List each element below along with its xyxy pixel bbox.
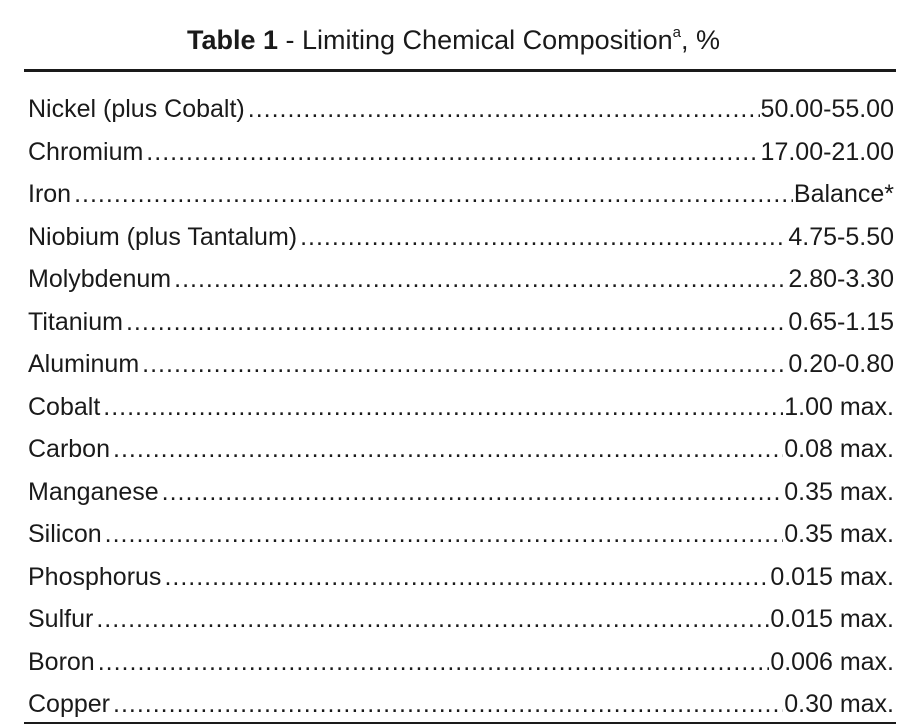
element-value: 0.30 max. — [784, 690, 894, 718]
element-value: 4.75-5.50 — [788, 222, 894, 251]
element-name: Copper — [28, 690, 110, 718]
table-row — [28, 88, 894, 131]
element-value: 0.015 max. — [770, 562, 894, 591]
element-name: Iron — [28, 180, 72, 208]
table-title-text: - Limiting Chemical Composition — [278, 25, 673, 55]
element-value: 0.65-1.15 — [788, 307, 894, 336]
table-row — [28, 386, 894, 429]
table-row — [28, 131, 894, 174]
table-row — [28, 428, 894, 471]
element-value: 50.00-55.00 — [760, 95, 894, 123]
table-row — [28, 598, 894, 641]
table-row — [28, 301, 894, 344]
element-value: 0.006 max. — [770, 647, 894, 676]
table-row — [28, 683, 894, 726]
element-value: 0.08 max. — [784, 435, 894, 463]
dot-leader — [162, 471, 784, 513]
element-value: 0.015 max. — [770, 605, 894, 633]
table-title — [0, 22, 907, 58]
table-row — [28, 641, 894, 684]
dot-leader — [146, 131, 759, 173]
element-name: Niobium (plus Tantalum) — [28, 222, 298, 251]
table-label: Table 1 — [186, 25, 279, 55]
composition-table — [28, 88, 894, 726]
element-name: Titanium — [28, 307, 123, 336]
table-row — [28, 513, 894, 556]
dot-leader — [98, 641, 770, 683]
element-name: Manganese — [28, 477, 159, 506]
element-name: Silicon — [28, 520, 102, 548]
dot-leader — [74, 173, 793, 215]
element-value: 1.00 max. — [784, 392, 894, 421]
table-row — [28, 258, 894, 301]
element-value: 0.20-0.80 — [788, 350, 894, 378]
dot-leader — [96, 598, 769, 640]
footnote-mark: a — [672, 24, 681, 41]
element-name: Sulfur — [28, 605, 94, 633]
dot-leader — [105, 513, 784, 555]
element-value: 2.80-3.30 — [788, 265, 894, 293]
element-name: Carbon — [28, 435, 110, 463]
element-value: 0.35 max. — [784, 520, 894, 548]
element-value: 17.00-21.00 — [760, 137, 894, 166]
dot-leader — [126, 301, 787, 343]
dot-leader — [300, 216, 787, 258]
element-name: Aluminum — [28, 350, 140, 378]
element-name: Boron — [28, 647, 95, 676]
unit-suffix: , % — [681, 25, 721, 55]
element-value: 0.35 max. — [784, 477, 894, 506]
dot-leader — [164, 556, 769, 598]
element-name: Cobalt — [28, 392, 101, 421]
table-row — [28, 216, 894, 259]
dot-leader — [248, 88, 760, 130]
element-name: Phosphorus — [28, 562, 162, 591]
table-row — [28, 556, 894, 599]
element-value: Balance* — [793, 180, 894, 208]
dot-leader — [113, 683, 783, 725]
table-row — [28, 173, 894, 216]
dot-leader — [113, 428, 783, 470]
element-name: Nickel (plus Cobalt) — [28, 95, 245, 123]
table-row — [28, 471, 894, 514]
top-rule — [24, 69, 896, 72]
table-row — [28, 343, 894, 386]
element-name: Molybdenum — [28, 265, 172, 293]
dot-leader — [174, 258, 787, 300]
dot-leader — [142, 343, 787, 385]
element-name: Chromium — [28, 137, 144, 166]
dot-leader — [103, 386, 783, 428]
bottom-rule — [24, 722, 896, 724]
